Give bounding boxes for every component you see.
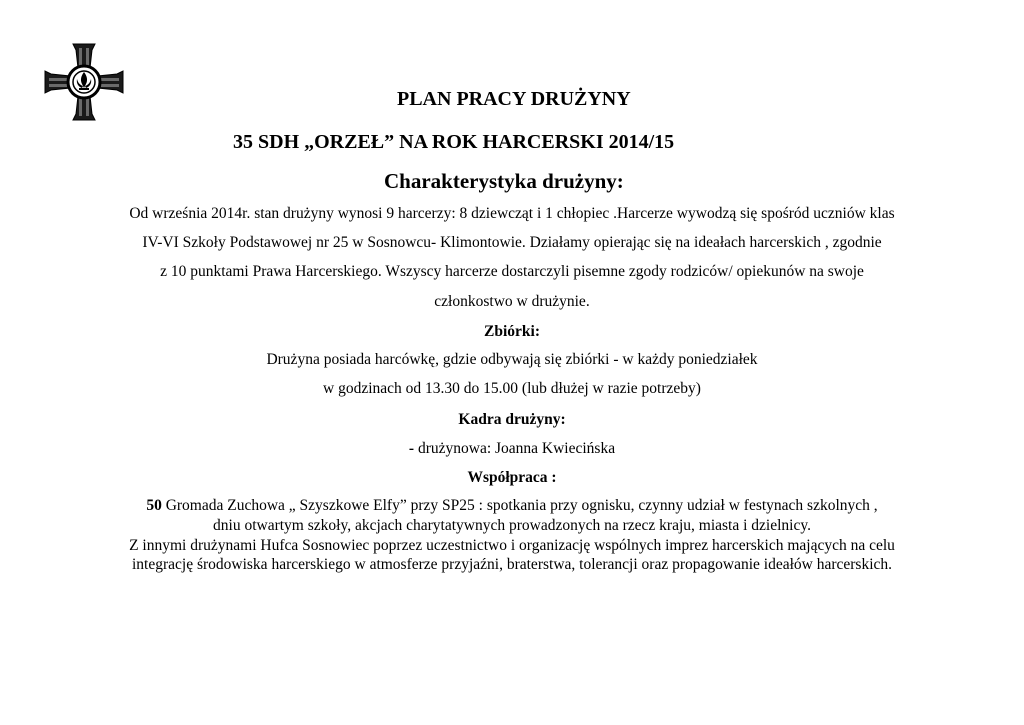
characteristics-line-1: Od września 2014r. stan drużyny wynosi 9 harcerzy: 8 dziewcząt i 1 chłopiec .Harcerze wywodzą się spośród uczniów klas [129, 205, 895, 222]
cooperation-line-1 [0, 497, 1024, 515]
meetings-line-1: Drużyna posiada harcówkę, gdzie odbywają się zbiórki - w każdy poniedziałek [266, 351, 758, 368]
staff-line [0, 440, 1024, 458]
staff-dash: - [408, 440, 415, 457]
title-line-2: 35 SDH „ORZEŁ” NA ROK HARCERSKI 2014/15 [233, 131, 675, 153]
characteristics-line-4: członkostwo w drużynie. [434, 293, 590, 310]
cooperation-line-2: dniu otwartym szkoły, akcjach charytatywnych prowadzonych na rzecz kraju, miasta i dzielnicy. [213, 517, 811, 534]
cub-pack-number: 50 [146, 497, 162, 514]
meetings-line-2: w godzinach od 13.30 do 15.00 (lub dłużej w razie potrzeby) [323, 380, 701, 397]
scout-cross-icon [43, 42, 125, 122]
section-heading-cooperation: Współpraca : [467, 469, 557, 486]
characteristics-line-2: IV-VI Szkoły Podstawowej nr 25 w Sosnowcu- Klimontowie. Działamy opierając się na ideałach harcerskich , zgodnie [142, 234, 882, 251]
characteristics-line-3: z 10 punktami Prawa Harcerskiego. Wszyscy harcerze dostarczyli pisemne zgody rodziców/ opiekunów na swoje [160, 263, 864, 280]
title-line-1: PLAN PRACY DRUŻYNY [397, 88, 631, 110]
cooperation-line-1-text: Gromada Zuchowa „ Szyszkowe Elfy” przy SP25 : spotkania przy ognisku, czynny udział w festynach szkolnych , [161, 497, 878, 514]
staff-leader: drużynowa: Joanna Kwiecińska [414, 440, 616, 457]
section-heading-characteristics: Charakterystyka drużyny: [384, 169, 624, 193]
section-heading-meetings: Zbiórki: [484, 323, 540, 340]
section-heading-staff: Kadra drużyny: [458, 411, 566, 428]
cooperation-line-3: Z innymi drużynami Hufca Sosnowiec poprzez uczestnictwo i organizację wspólnych imprez harcerskich mających na celu [129, 537, 895, 554]
cooperation-line-4: integrację środowiska harcerskiego w atmosferze przyjaźni, braterstwa, tolerancji oraz propagowanie ideałów harcerskich. [131, 556, 893, 573]
